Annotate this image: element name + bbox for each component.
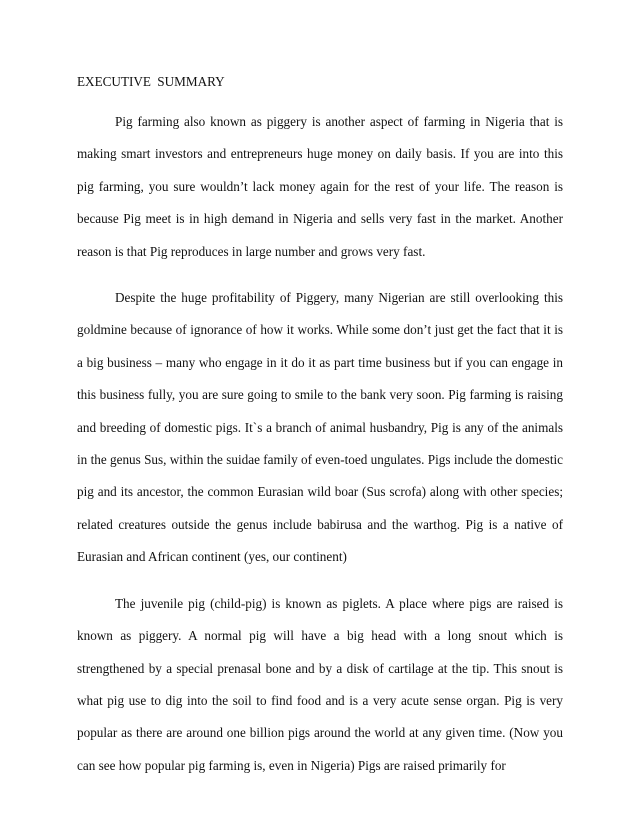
section-heading: EXECUTIVE SUMMARY [77,74,225,89]
paragraph-3: The juvenile pig (child-pig) is known as piglets. A place where pigs are raised is known as piggery. A normal pig will have a big head with a long snout which is strengthened by a special prenasal bone and by a disk of cartilage at the tip. This snout is what pig use to dig into the soil to find food and is a very acute sense organ. Pig is very popular as there are around one billion pigs around the world at any given time. (Now you can see how popular pig farming is, even in Nigeria) Pigs are raised primarily for [77,595,563,773]
document-page [77,72,563,796]
paragraph-1: Pig farming also known as piggery is another aspect of farming in Nigeria that is making smart investors and entrepreneurs huge money on daily basis. If you are into this pig farming, you sure wouldn’t lack money again for the rest of your life. The reason is because Pig meet is in high demand in Nigeria and sells very fast in the market. Another reason is that Pig reproduces in large number and grows very fast. [77,114,563,259]
paragraph-2: Despite the huge profitability of Piggery, many Nigerian are still overlooking this goldmine because of ignorance of how it works. While some don’t just get the fact that it is a big business – many who engage in it do it as part time business but if you can engage in this business fully, you are sure going to smile to the bank very soon. Pig farming is raising and breeding of domestic pigs. It`s a branch of animal husbandry, Pig is any of the animals in the genus Sus, within the suidae family of even-toed ungulates. Pigs include the domestic pig and its ancestor, the common Eurasian wild boar (Sus scrofa) along with other species; related creatures outside the genus include babirusa and the warthog. Pig is a native of Eurasian and African continent (yes, our continent) [77,290,563,565]
